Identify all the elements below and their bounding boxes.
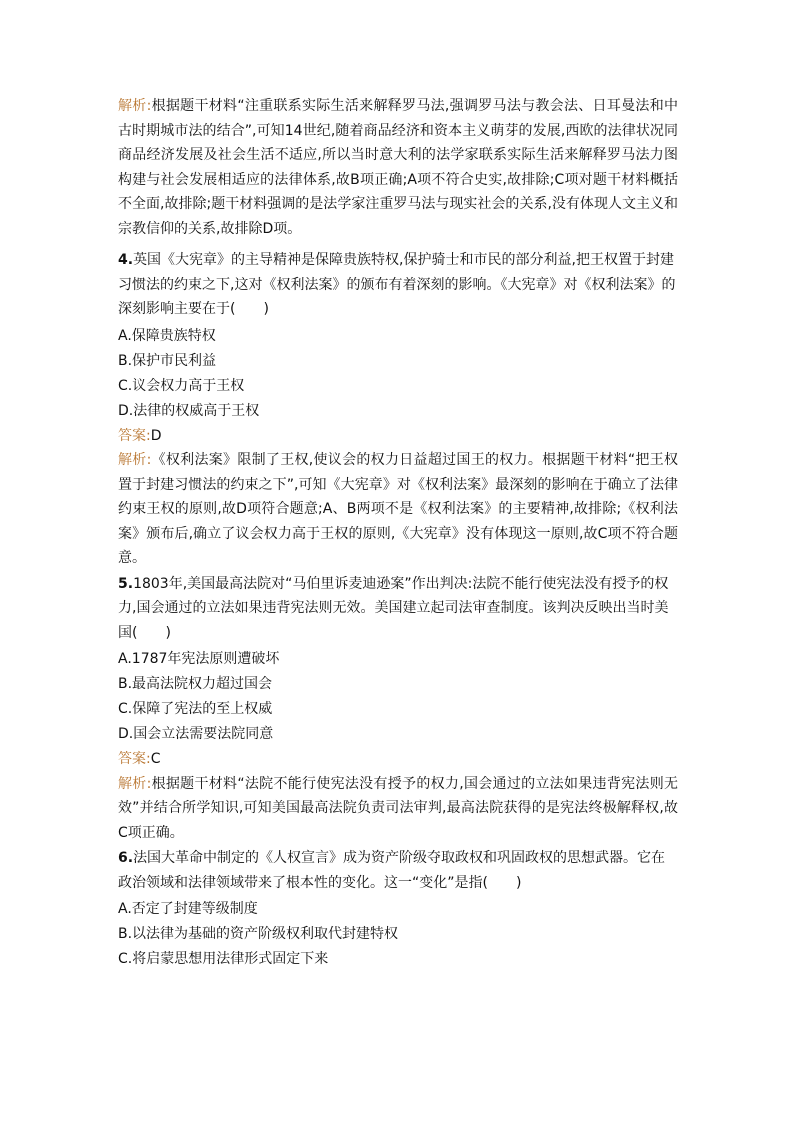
option-d: D.法律的权威高于王权 [118, 402, 260, 419]
question-5 [118, 572, 678, 846]
question-4-analysis [118, 448, 678, 571]
question-number: 6. [118, 850, 134, 866]
option-a: A.保障贵族特权 [118, 327, 216, 344]
option-c: C.议会权力高于王权 [118, 377, 245, 394]
q3-analysis [118, 94, 678, 241]
question-4 [118, 248, 678, 571]
question-stem-text: 英国《大宪章》的主导精神是保障贵族特权,保护骑士和市民的部分利益,把王权置于封建习惯法的约束之下,这对《权利法案》的颁布有着深刻的影响。《大宪章》对《权利法案》的深刻影响主要在于( ) [118, 252, 676, 317]
question-6-stem [118, 846, 678, 895]
answer-value: C [150, 751, 161, 767]
option-b: B.保护市民利益 [118, 352, 217, 369]
question-number: 4. [118, 252, 134, 268]
analysis-text: 《权利法案》限制了王权,使议会的权力日益超过国王的权力。根据题干材料“把王权置于封建习惯法的约束之下”,可知《大宪章》对《权利法案》最深刻的影响在于确立了法律约束王权的原则,故D项符合题意;A、B两项不是《权利法案》的主要精神,故排除;《权利法案》颁布后,确立了议会权力高于王权的原则,《大宪章》没有体现这一原则,故C项不符合题意。 [118, 452, 678, 566]
option-b: B.以法律为基础的资产阶级权利取代封建特权 [118, 926, 399, 942]
question-4-stem [118, 248, 678, 322]
analysis-label: 解析: [118, 775, 152, 792]
option-a: A.1787年宪法原则遭破坏 [118, 651, 280, 667]
question-5-stem [118, 572, 678, 646]
answer-line [118, 424, 678, 449]
option-d: D.国会立法需要法院同意 [118, 726, 274, 742]
analysis-text: 根据题干材料“法院不能行使宪法没有授予的权力,国会通过的立法如果违背宪法则无效”并结合所学知识,可知美国最高法院负责司法审判,最高法院获得的是宪法终极解释权,故C项正确。 [118, 775, 678, 841]
document-content [118, 94, 678, 972]
q3-analysis-text: 根据题干材料“注重联系实际生活来解释罗马法,强调罗马法与教会法、日耳曼法和中古时期城市法的结合”,可知14世纪,随着商品经济和资本主义萌芽的发展,西欧的法律状况同商品经济发展及社会生活不适应,所以当时意大利的法学家联系实际生活来解释罗马法力图构建与社会发展相适应的法律体系,故B项正确;A项不符合史实,故排除;C项对题干材料概括不全面,故排除;题干材料强调的是法学家注重罗马法与现实社会的关系,没有体现人文主义和宗教信仰的关系,故排除D项。 [118, 98, 678, 237]
answer-value: D [150, 427, 162, 444]
question-5-analysis [118, 772, 678, 846]
answer-label: 答案: [118, 427, 151, 444]
question-number: 5. [118, 575, 134, 592]
option-b: B.最高法院权力超过国会 [118, 676, 273, 692]
answer-line [118, 747, 678, 772]
option-c: C.将启蒙思想用法律形式固定下来 [118, 951, 329, 967]
option-a: A.否定了封建等级制度 [118, 901, 258, 917]
answer-label: 答案: [118, 751, 151, 767]
question-6 [118, 846, 678, 972]
question-stem-text: 法国大革命中制定的《人权宣言》成为资产阶级夺取政权和巩固政权的思想武器。它在政治领域和法律领域带来了根本性的变化。这一“变化”是指( ) [118, 850, 666, 891]
analysis-label: 解析: [118, 452, 152, 468]
analysis-label: 解析: [118, 98, 152, 114]
option-c: C.保障了宪法的至上权威 [118, 701, 273, 717]
question-stem-text: 1803年,美国最高法院对“马伯里诉麦迪逊案”作出判决:法院不能行使宪法没有授予的权力,国会通过的立法如果违背宪法则无效。美国建立起司法审查制度。该判决反映出当时美国( ) [118, 575, 669, 641]
